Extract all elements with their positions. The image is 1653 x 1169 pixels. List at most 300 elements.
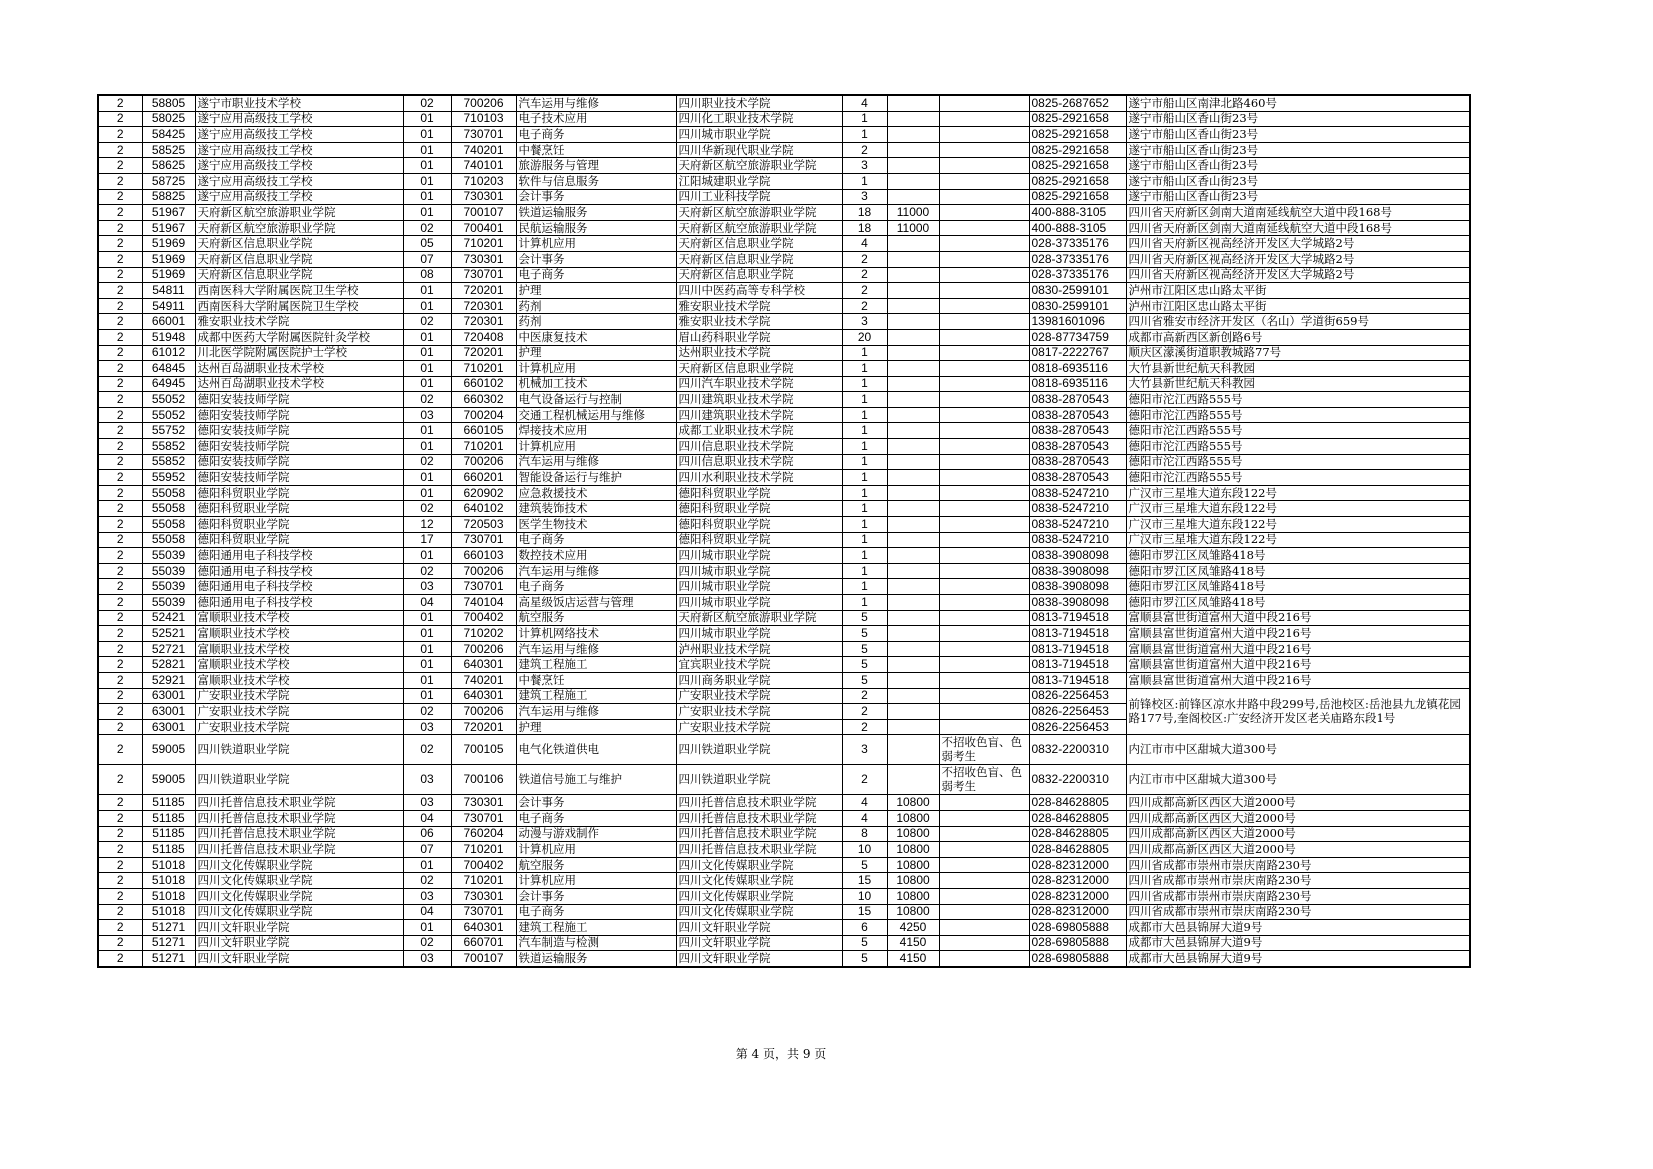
cell-partner-college: 德阳科贸职业学院 (676, 517, 842, 533)
cell-major-id: 730301 (451, 251, 516, 267)
cell-batch: 2 (98, 532, 142, 548)
cell-school-code: 55852 (142, 439, 195, 455)
table-row (98, 314, 1470, 330)
cell-remark (939, 795, 1029, 811)
cell-major-code: 02 (403, 873, 451, 889)
cell-batch: 2 (98, 626, 142, 642)
cell-tuition: 11000 (887, 205, 939, 221)
cell-address: 广汉市三星堆大道东段122号 (1126, 517, 1470, 533)
table-row (98, 935, 1470, 951)
cell-major-id: 700206 (451, 454, 516, 470)
cell-major-id: 660201 (451, 470, 516, 486)
table-row (98, 951, 1470, 967)
cell-major-code: 02 (403, 501, 451, 517)
cell-tuition (887, 345, 939, 361)
cell-major-name: 航空服务 (516, 857, 676, 873)
cell-quota: 15 (842, 904, 887, 920)
cell-partner-college: 四川建筑职业技术学院 (676, 392, 842, 408)
cell-quota: 5 (842, 626, 887, 642)
cell-address: 富顺县富世街道富州大道中段216号 (1126, 641, 1470, 657)
cell-address: 四川成都高新区西区大道2000号 (1126, 826, 1470, 842)
cell-major-code: 01 (403, 439, 451, 455)
cell-partner-college: 成都工业职业技术学院 (676, 423, 842, 439)
cell-quota: 4 (842, 795, 887, 811)
cell-remark (939, 719, 1029, 735)
cell-tuition (887, 672, 939, 688)
cell-major-name: 护理 (516, 283, 676, 299)
cell-phone: 0830-2599101 (1029, 298, 1126, 314)
cell-batch: 2 (98, 857, 142, 873)
cell-major-code: 02 (403, 704, 451, 720)
cell-major-code: 01 (403, 298, 451, 314)
cell-tuition (887, 236, 939, 252)
cell-quota: 2 (842, 765, 887, 795)
cell-address: 前锋校区:前锋区凉水井路中段299号,岳池校区:岳池县九龙镇花园路177号,奎阁校区:广安经济开发区老关庙路东段1号 (1126, 688, 1470, 735)
cell-major-id: 730701 (451, 904, 516, 920)
cell-major-id: 620902 (451, 485, 516, 501)
cell-school-name: 四川托普信息技术职业学院 (195, 826, 403, 842)
cell-quota: 15 (842, 873, 887, 889)
cell-school-code: 51969 (142, 236, 195, 252)
cell-major-code: 01 (403, 361, 451, 377)
cell-phone: 0826-2256453 (1029, 719, 1126, 735)
cell-remark (939, 548, 1029, 564)
cell-batch: 2 (98, 842, 142, 858)
cell-partner-college: 四川城市职业学院 (676, 548, 842, 564)
cell-quota: 3 (842, 158, 887, 174)
cell-school-code: 63001 (142, 719, 195, 735)
cell-major-id: 740101 (451, 158, 516, 174)
cell-tuition (887, 111, 939, 127)
cell-major-id: 710203 (451, 173, 516, 189)
cell-partner-college: 四川文轩职业学院 (676, 935, 842, 951)
cell-address: 遂宁市船山区香山街23号 (1126, 111, 1470, 127)
cell-address: 德阳市沱江西路555号 (1126, 392, 1470, 408)
cell-major-name: 铁道运输服务 (516, 951, 676, 967)
cell-school-code: 61012 (142, 345, 195, 361)
cell-phone: 0832-2200310 (1029, 735, 1126, 765)
cell-major-code: 01 (403, 158, 451, 174)
cell-tuition (887, 579, 939, 595)
cell-quota: 1 (842, 392, 887, 408)
cell-partner-college: 四川信息职业技术学院 (676, 454, 842, 470)
cell-partner-college: 四川文化传媒职业学院 (676, 888, 842, 904)
cell-quota: 1 (842, 563, 887, 579)
cell-batch: 2 (98, 641, 142, 657)
cell-school-code: 51271 (142, 920, 195, 936)
cell-major-code: 08 (403, 267, 451, 283)
cell-partner-college: 四川铁道职业学院 (676, 765, 842, 795)
cell-major-id: 700206 (451, 563, 516, 579)
cell-quota: 2 (842, 688, 887, 704)
cell-school-name: 广安职业技术学院 (195, 688, 403, 704)
cell-address: 富顺县富世街道富州大道中段216号 (1126, 610, 1470, 626)
cell-quota: 20 (842, 329, 887, 345)
cell-school-name: 四川托普信息技术职业学院 (195, 795, 403, 811)
table-body (98, 95, 1470, 967)
cell-partner-college: 天府新区信息职业学院 (676, 236, 842, 252)
cell-quota: 1 (842, 548, 887, 564)
cell-tuition: 10800 (887, 810, 939, 826)
cell-batch: 2 (98, 873, 142, 889)
cell-school-code: 63001 (142, 704, 195, 720)
cell-school-code: 52921 (142, 672, 195, 688)
table-row (98, 810, 1470, 826)
cell-quota: 10 (842, 888, 887, 904)
table-row (98, 641, 1470, 657)
cell-school-code: 51271 (142, 935, 195, 951)
cell-major-id: 720408 (451, 329, 516, 345)
cell-major-code: 04 (403, 810, 451, 826)
cell-address: 四川成都高新区西区大道2000号 (1126, 810, 1470, 826)
cell-remark (939, 610, 1029, 626)
table-row (98, 857, 1470, 873)
cell-school-code: 58625 (142, 158, 195, 174)
cell-school-code: 51185 (142, 826, 195, 842)
table-row (98, 595, 1470, 611)
cell-school-name: 遂宁应用高级技工学校 (195, 142, 403, 158)
cell-major-id: 700206 (451, 641, 516, 657)
cell-major-code: 03 (403, 579, 451, 595)
cell-batch: 2 (98, 657, 142, 673)
cell-school-code: 51018 (142, 888, 195, 904)
cell-address: 遂宁市船山区香山街23号 (1126, 142, 1470, 158)
cell-school-name: 四川文轩职业学院 (195, 920, 403, 936)
cell-major-name: 会计事务 (516, 795, 676, 811)
cell-batch: 2 (98, 501, 142, 517)
cell-major-code: 17 (403, 532, 451, 548)
cell-phone: 0825-2921658 (1029, 127, 1126, 143)
cell-quota: 1 (842, 376, 887, 392)
cell-major-id: 700401 (451, 220, 516, 236)
cell-major-id: 730701 (451, 127, 516, 143)
cell-major-name: 计算机应用 (516, 236, 676, 252)
cell-school-code: 52521 (142, 626, 195, 642)
cell-tuition (887, 719, 939, 735)
cell-school-code: 55952 (142, 470, 195, 486)
cell-phone: 0832-2200310 (1029, 765, 1126, 795)
cell-major-code: 01 (403, 142, 451, 158)
cell-major-code: 02 (403, 735, 451, 765)
cell-major-code: 02 (403, 392, 451, 408)
cell-major-id: 710201 (451, 361, 516, 377)
cell-tuition (887, 267, 939, 283)
cell-phone: 0838-5247210 (1029, 501, 1126, 517)
cell-quota: 1 (842, 517, 887, 533)
cell-major-code: 02 (403, 220, 451, 236)
cell-tuition: 4150 (887, 951, 939, 967)
cell-major-name: 交通工程机械运用与维修 (516, 407, 676, 423)
cell-remark (939, 361, 1029, 377)
cell-remark (939, 220, 1029, 236)
cell-quota: 5 (842, 672, 887, 688)
cell-school-code: 51018 (142, 904, 195, 920)
cell-address: 德阳市罗江区凤雏路418号 (1126, 548, 1470, 564)
cell-school-name: 四川文化传媒职业学院 (195, 904, 403, 920)
cell-major-name: 建筑工程施工 (516, 920, 676, 936)
cell-quota: 1 (842, 127, 887, 143)
cell-address: 遂宁市船山区香山街23号 (1126, 173, 1470, 189)
cell-school-code: 64845 (142, 361, 195, 377)
cell-major-code: 05 (403, 236, 451, 252)
cell-major-code: 06 (403, 826, 451, 842)
cell-tuition (887, 610, 939, 626)
table-row (98, 127, 1470, 143)
cell-quota: 8 (842, 826, 887, 842)
cell-phone: 0838-2870543 (1029, 423, 1126, 439)
cell-phone: 0825-2921658 (1029, 173, 1126, 189)
cell-address: 德阳市罗江区凤雏路418号 (1126, 563, 1470, 579)
cell-phone: 0813-7194518 (1029, 641, 1126, 657)
cell-partner-college: 雅安职业技术学院 (676, 298, 842, 314)
cell-tuition (887, 173, 939, 189)
cell-remark (939, 904, 1029, 920)
cell-major-id: 700402 (451, 610, 516, 626)
cell-school-name: 德阳安装技师学院 (195, 439, 403, 455)
table-row (98, 454, 1470, 470)
cell-major-id: 700105 (451, 735, 516, 765)
cell-partner-college: 眉山药科职业学院 (676, 329, 842, 345)
cell-major-name: 计算机应用 (516, 439, 676, 455)
cell-address: 四川成都高新区西区大道2000号 (1126, 795, 1470, 811)
cell-address: 四川省天府新区剑南大道南延线航空大道中段168号 (1126, 220, 1470, 236)
cell-remark (939, 407, 1029, 423)
cell-partner-college: 四川托普信息技术职业学院 (676, 842, 842, 858)
cell-remark (939, 189, 1029, 205)
cell-major-name: 护理 (516, 719, 676, 735)
cell-quota: 2 (842, 704, 887, 720)
cell-major-id: 720301 (451, 298, 516, 314)
cell-partner-college: 四川城市职业学院 (676, 626, 842, 642)
cell-partner-college: 四川文化传媒职业学院 (676, 873, 842, 889)
cell-school-code: 59005 (142, 765, 195, 795)
cell-remark (939, 485, 1029, 501)
cell-remark (939, 657, 1029, 673)
table-row (98, 842, 1470, 858)
cell-address: 德阳市沱江西路555号 (1126, 407, 1470, 423)
cell-address: 顺庆区濛溪街道职教城路77号 (1126, 345, 1470, 361)
cell-major-code: 01 (403, 672, 451, 688)
table-row (98, 904, 1470, 920)
cell-address: 富顺县富世街道富州大道中段216号 (1126, 657, 1470, 673)
cell-phone: 13981601096 (1029, 314, 1126, 330)
cell-school-code: 55852 (142, 454, 195, 470)
cell-tuition (887, 298, 939, 314)
cell-phone: 028-82312000 (1029, 857, 1126, 873)
cell-phone: 0825-2921658 (1029, 189, 1126, 205)
cell-school-name: 遂宁市职业技术学校 (195, 95, 403, 111)
cell-tuition (887, 641, 939, 657)
cell-address: 德阳市罗江区凤雏路418号 (1126, 579, 1470, 595)
cell-major-id: 660102 (451, 376, 516, 392)
cell-address: 德阳市沱江西路555号 (1126, 454, 1470, 470)
cell-school-name: 德阳科贸职业学院 (195, 517, 403, 533)
cell-quota: 2 (842, 719, 887, 735)
cell-school-name: 四川文轩职业学院 (195, 951, 403, 967)
cell-major-id: 660701 (451, 935, 516, 951)
cell-remark (939, 127, 1029, 143)
cell-major-name: 动漫与游戏制作 (516, 826, 676, 842)
cell-quota: 4 (842, 810, 887, 826)
table-row (98, 142, 1470, 158)
cell-major-code: 03 (403, 719, 451, 735)
table-row (98, 189, 1470, 205)
cell-partner-college: 天府新区航空旅游职业学院 (676, 610, 842, 626)
cell-quota: 1 (842, 111, 887, 127)
cell-major-name: 软件与信息服务 (516, 173, 676, 189)
cell-quota: 4 (842, 236, 887, 252)
cell-quota: 1 (842, 423, 887, 439)
cell-quota: 3 (842, 189, 887, 205)
cell-major-name: 高星级饭店运营与管理 (516, 595, 676, 611)
cell-partner-college: 四川化工职业技术学院 (676, 111, 842, 127)
cell-quota: 5 (842, 641, 887, 657)
cell-address: 广汉市三星堆大道东段122号 (1126, 532, 1470, 548)
cell-school-name: 德阳安装技师学院 (195, 407, 403, 423)
cell-major-name: 计算机应用 (516, 361, 676, 377)
cell-tuition (887, 283, 939, 299)
cell-major-name: 建筑工程施工 (516, 688, 676, 704)
cell-quota: 18 (842, 220, 887, 236)
cell-address: 四川省雅安市经济开发区（名山）学道街659号 (1126, 314, 1470, 330)
cell-major-name: 建筑工程施工 (516, 657, 676, 673)
cell-phone: 028-84628805 (1029, 826, 1126, 842)
cell-major-id: 710201 (451, 236, 516, 252)
cell-phone: 0838-3908098 (1029, 595, 1126, 611)
cell-quota: 1 (842, 345, 887, 361)
cell-major-code: 02 (403, 454, 451, 470)
cell-major-code: 01 (403, 345, 451, 361)
cell-major-id: 720201 (451, 719, 516, 735)
cell-major-id: 700206 (451, 704, 516, 720)
table-row (98, 501, 1470, 517)
table-row (98, 795, 1470, 811)
cell-batch: 2 (98, 904, 142, 920)
cell-major-code: 01 (403, 111, 451, 127)
cell-partner-college: 四川城市职业学院 (676, 563, 842, 579)
cell-quota: 2 (842, 283, 887, 299)
cell-major-name: 汽车运用与维修 (516, 95, 676, 111)
cell-major-code: 12 (403, 517, 451, 533)
table-row (98, 470, 1470, 486)
cell-partner-college: 宜宾职业技术学院 (676, 657, 842, 673)
cell-batch: 2 (98, 888, 142, 904)
cell-partner-college: 四川铁道职业学院 (676, 735, 842, 765)
table-row (98, 392, 1470, 408)
cell-batch: 2 (98, 704, 142, 720)
page-footer: 第 4 页，共 9 页 (735, 1047, 827, 1061)
cell-school-code: 55039 (142, 563, 195, 579)
cell-school-code: 51967 (142, 205, 195, 221)
cell-school-name: 德阳通用电子科技学校 (195, 548, 403, 564)
cell-phone: 028-37335176 (1029, 267, 1126, 283)
cell-phone: 400-888-3105 (1029, 220, 1126, 236)
cell-school-code: 58425 (142, 127, 195, 143)
cell-major-id: 640301 (451, 657, 516, 673)
cell-remark (939, 95, 1029, 111)
cell-phone: 400-888-3105 (1029, 205, 1126, 221)
cell-major-code: 01 (403, 626, 451, 642)
cell-school-name: 德阳安装技师学院 (195, 392, 403, 408)
cell-major-name: 民航运输服务 (516, 220, 676, 236)
cell-school-code: 52821 (142, 657, 195, 673)
cell-school-name: 四川文轩职业学院 (195, 935, 403, 951)
cell-batch: 2 (98, 951, 142, 967)
cell-partner-college: 四川托普信息技术职业学院 (676, 826, 842, 842)
cell-phone: 028-82312000 (1029, 873, 1126, 889)
cell-remark (939, 672, 1029, 688)
cell-address: 德阳市沱江西路555号 (1126, 439, 1470, 455)
cell-partner-college: 四川商务职业学院 (676, 672, 842, 688)
cell-quota: 5 (842, 935, 887, 951)
cell-remark (939, 423, 1029, 439)
cell-school-name: 四川铁道职业学院 (195, 735, 403, 765)
cell-school-name: 雅安职业技术学院 (195, 314, 403, 330)
cell-quota: 1 (842, 454, 887, 470)
cell-batch: 2 (98, 688, 142, 704)
table-row (98, 345, 1470, 361)
cell-school-name: 遂宁应用高级技工学校 (195, 111, 403, 127)
table-row (98, 111, 1470, 127)
cell-major-name: 中餐烹饪 (516, 672, 676, 688)
cell-major-name: 电子商务 (516, 579, 676, 595)
cell-school-name: 四川文化传媒职业学院 (195, 857, 403, 873)
cell-phone: 0838-2870543 (1029, 407, 1126, 423)
cell-major-id: 700106 (451, 765, 516, 795)
cell-batch: 2 (98, 485, 142, 501)
cell-major-name: 会计事务 (516, 189, 676, 205)
table-row (98, 548, 1470, 564)
cell-address: 德阳市罗江区凤雏路418号 (1126, 595, 1470, 611)
cell-major-id: 700204 (451, 407, 516, 423)
cell-tuition (887, 439, 939, 455)
cell-address: 广汉市三星堆大道东段122号 (1126, 485, 1470, 501)
cell-major-code: 01 (403, 548, 451, 564)
cell-phone: 0838-2870543 (1029, 470, 1126, 486)
cell-partner-college: 四川城市职业学院 (676, 595, 842, 611)
table-row (98, 329, 1470, 345)
cell-school-name: 川北医学院附属医院护士学校 (195, 345, 403, 361)
cell-tuition: 10800 (887, 842, 939, 858)
cell-quota: 5 (842, 951, 887, 967)
cell-quota: 1 (842, 579, 887, 595)
cell-phone: 0813-7194518 (1029, 626, 1126, 642)
cell-quota: 1 (842, 439, 887, 455)
cell-remark (939, 236, 1029, 252)
cell-major-name: 电子商务 (516, 267, 676, 283)
cell-major-id: 740201 (451, 142, 516, 158)
cell-partner-college: 广安职业技术学院 (676, 688, 842, 704)
cell-school-name: 德阳通用电子科技学校 (195, 595, 403, 611)
cell-school-code: 51969 (142, 251, 195, 267)
cell-partner-college: 四川托普信息技术职业学院 (676, 810, 842, 826)
cell-batch: 2 (98, 423, 142, 439)
cell-major-id: 700402 (451, 857, 516, 873)
cell-address: 四川省成都市崇州市崇庆南路230号 (1126, 888, 1470, 904)
cell-batch: 2 (98, 765, 142, 795)
cell-school-name: 富顺职业技术学校 (195, 672, 403, 688)
table-row (98, 765, 1470, 795)
cell-major-name: 药剂 (516, 298, 676, 314)
cell-remark (939, 857, 1029, 873)
cell-phone: 028-84628805 (1029, 842, 1126, 858)
cell-major-name: 焊接技术应用 (516, 423, 676, 439)
cell-school-code: 58725 (142, 173, 195, 189)
cell-partner-college: 广安职业技术学院 (676, 704, 842, 720)
cell-phone: 0838-3908098 (1029, 563, 1126, 579)
cell-major-code: 03 (403, 888, 451, 904)
cell-partner-college: 德阳科贸职业学院 (676, 532, 842, 548)
